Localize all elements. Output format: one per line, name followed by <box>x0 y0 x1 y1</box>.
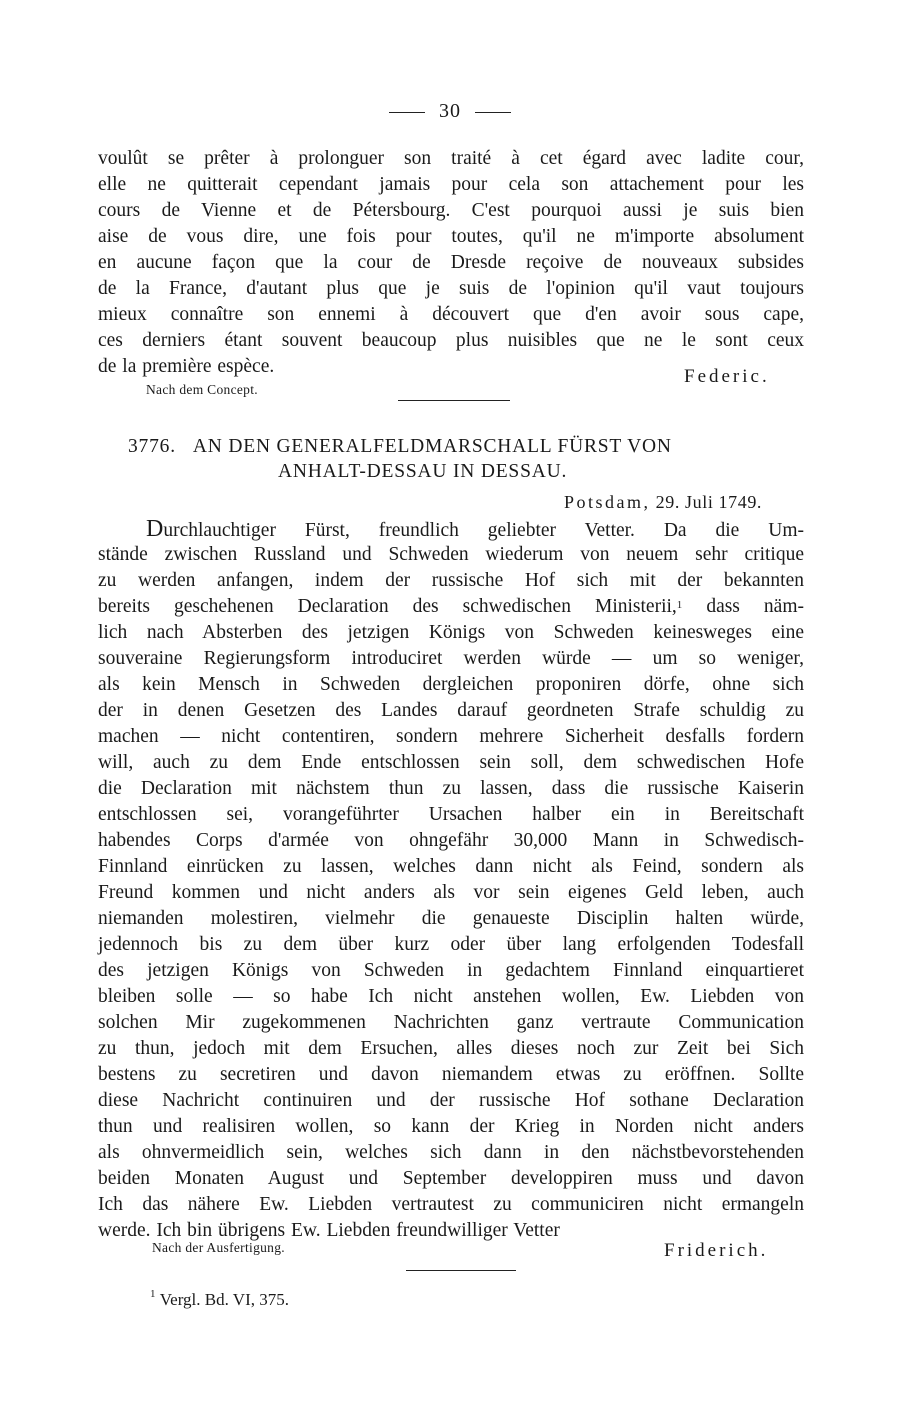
footnote-text: Vergl. Bd. VI, 375. <box>159 1290 289 1309</box>
letter-heading-line2: ANHALT-DESSAU IN DESSAU. <box>278 461 568 482</box>
text-line-tail: dass näm- <box>706 596 804 617</box>
source-note-concept: Nach dem Concept. <box>146 382 258 397</box>
letter-dateline <box>564 492 762 513</box>
page-number-header <box>0 100 900 123</box>
text-line: bereits geschehenen Declaration des schwedischen Ministerii, <box>98 596 677 617</box>
text-line: habendes Corps d'armée von ohngefähr 30,000 Mann in Schwedisch- <box>98 830 804 851</box>
footnote-mark: 1 <box>150 1288 156 1300</box>
text-line: niemanden molestiren, vielmehr die genaueste Disciplin halten würde, <box>98 908 804 929</box>
text-line: zu werden anfangen, indem der russische Hof sich mit der bekannten <box>98 570 804 591</box>
text-line: jedennoch bis zu dem über kurz oder über lang erfolgenden Todesfall <box>98 934 804 955</box>
text-line: lich nach Absterben des jetzigen Königs von Schweden keinesweges eine <box>98 622 804 643</box>
source-note-ausfertigung: Nach der Ausfertigung. <box>152 1240 285 1255</box>
signature-friderich: Friderich. <box>664 1240 769 1261</box>
text-line-first <box>146 516 804 542</box>
text-line: Finnland einrücken zu lassen, welches dann nicht als Feind, sondern als <box>98 856 804 877</box>
text-line: Ich das nähere Ew. Liebden vertrautest zu communiciren nicht ermangeln <box>98 1194 804 1215</box>
signature-federic: Federic. <box>684 366 770 387</box>
letter-number: 3776. <box>128 436 176 457</box>
text-line: de la première espèce. <box>98 356 275 377</box>
letter-heading-line1 <box>128 436 672 458</box>
text-line: zu thun, jedoch mit dem Ersuchen, alles dieses noch zur Zeit bei Sich <box>98 1038 804 1059</box>
text-line: cours de Vienne et de Pétersbourg. C'est pourquoi aussi je suis bien <box>98 200 804 221</box>
text-line: als kein Mensch in Schweden dergleichen proponiren dörfe, ohne sich <box>98 674 804 695</box>
page-number: 30 <box>439 100 461 122</box>
page-number-left-dash <box>389 112 425 113</box>
text-line: mieux connaître son ennemi à découvert que d'en avoir sous cape, <box>98 304 804 325</box>
text-line: urchlauchtiger Fürst, freundlich geliebter Vetter. Da die Um- <box>163 520 804 541</box>
footnote-reference: 1 <box>676 599 683 611</box>
text-line: voulût se prêter à prolonguer son traité à cet égard avec ladite cour, <box>98 148 804 169</box>
text-line: entschlossen sei, vorangeführter Ursachen halber ein in Bereitschaft <box>98 804 804 825</box>
text-line: bestens zu secretiren und davon niemandem etwas zu eröffnen. Sollte <box>98 1064 804 1085</box>
text-line: machen — nicht contentiren, sondern mehrere Sicherheit desfalls fordern <box>98 726 804 747</box>
text-line: de la France, d'autant plus que je suis de l'opinion qu'il vaut toujours <box>98 278 804 299</box>
page-number-right-dash <box>475 112 511 113</box>
text-line: will, auch zu dem Ende entschlossen sein soll, dem schwedischen Hofe <box>98 752 804 773</box>
text-line: die Declaration mit nächstem thun zu lassen, dass die russische Kaiserin <box>98 778 804 799</box>
section-divider <box>398 400 510 401</box>
text-line: der in denen Gesetzen des Landes darauf geordneten Strafe schuldig zu <box>98 700 804 721</box>
footnote <box>150 1290 289 1310</box>
text-line-with-note <box>98 594 804 620</box>
text-line: Freund kommen und nicht anders als vor sein eigenes Geld leben, auch <box>98 882 804 903</box>
text-line: stände zwischen Russland und Schweden wiederum von neuem sehr critique <box>98 544 804 565</box>
footnote-divider <box>406 1270 516 1271</box>
text-line: aise de vous dire, une fois pour toutes, qu'il ne m'importe absolument <box>98 226 804 247</box>
initial-letter: D <box>146 516 164 542</box>
letter-recipient: AN DEN GENERALFELDMARSCHALL FÜRST VON <box>192 436 672 457</box>
text-line: thun und realisiren wollen, so kann der Krieg in Norden nicht anders <box>98 1116 804 1137</box>
text-line: beiden Monaten August und September developpiren muss und davon <box>98 1168 804 1189</box>
letter-date: 29. Juli 1749. <box>655 492 763 512</box>
text-line: ces derniers étant souvent beaucoup plus nuisibles que ne le sont ceux <box>98 330 804 351</box>
text-line: solchen Mir zugekommenen Nachrichten ganz vertraute Communication <box>98 1012 804 1033</box>
text-line: als ohnvermeidlich sein, welches sich dann in den nächstbevorstehenden <box>98 1142 804 1163</box>
text-line: souveraine Regierungsform introduciret werden würde — um so weniger, <box>98 648 804 669</box>
text-line: en aucune façon que la cour de Dresde reçoive de nouveaux subsides <box>98 252 804 273</box>
text-line: werde. Ich bin übrigens Ew. Liebden freundwilliger Vetter <box>98 1220 560 1241</box>
letter-place: Potsdam, <box>564 492 651 512</box>
text-line: bleiben solle — so habe Ich nicht anstehen wollen, Ew. Liebden von <box>98 986 804 1007</box>
text-line: diese Nachricht continuiren und der russische Hof sothane Declaration <box>98 1090 804 1111</box>
text-line: elle ne quitterait cependant jamais pour cela son attachement pour les <box>98 174 804 195</box>
text-line: des jetzigen Königs von Schweden in gedachtem Finnland einquartieret <box>98 960 804 981</box>
